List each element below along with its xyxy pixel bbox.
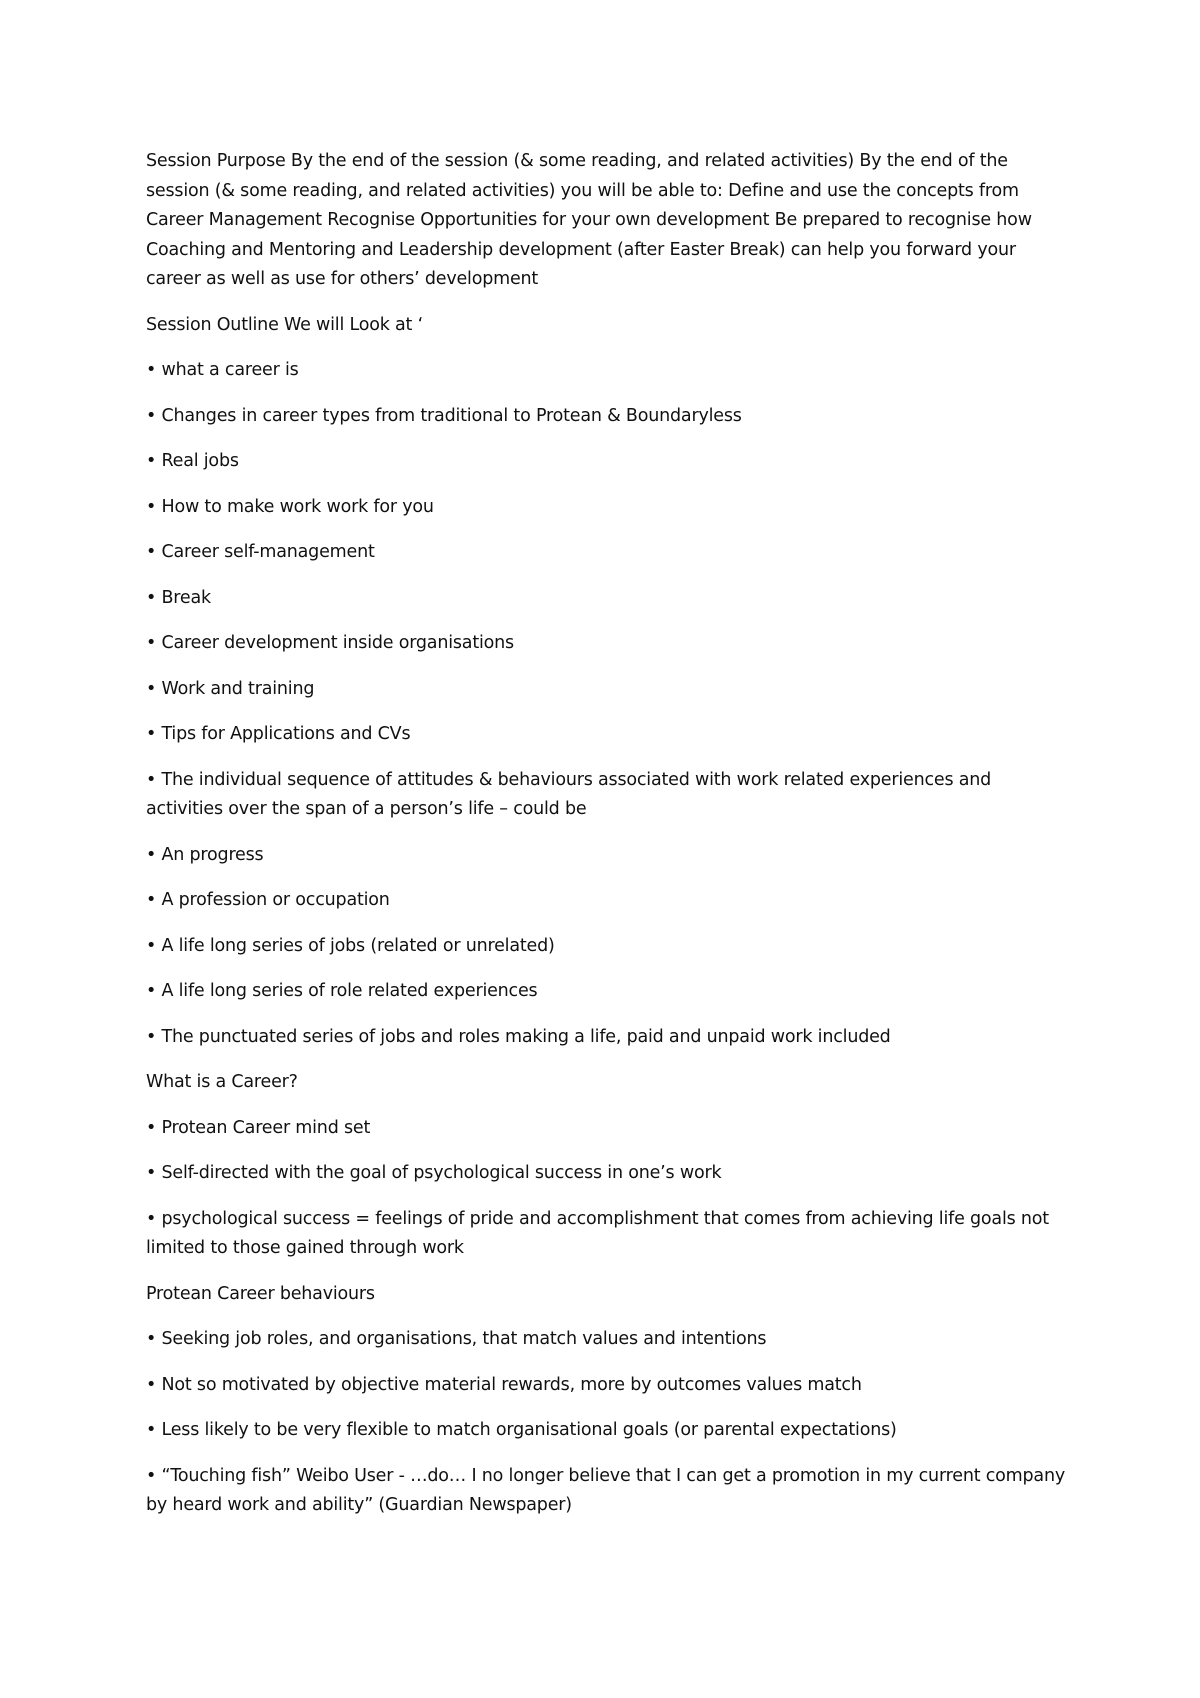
bullet-item: • Changes in career types from traditional to Protean & Boundaryless — [146, 405, 742, 426]
protean-behaviours-heading: Protean Career behaviours — [146, 1283, 375, 1304]
bullet-item: • The individual sequence of attitudes & behaviours associated with work related experiences and activities over the span of a person’s life – could be — [146, 769, 992, 819]
what-is-career-heading: What is a Career? — [146, 1072, 298, 1092]
bullet-item: • Career development inside organisations — [146, 633, 514, 653]
bullet-item: • Real jobs — [146, 451, 239, 471]
bullet-item: • A life long series of jobs (related or unrelated) — [146, 935, 555, 956]
document-body — [146, 147, 1066, 1537]
bullet-item: • Seeking job roles, and organisations, that match values and intentions — [146, 1329, 767, 1349]
bullet-item: • How to make work work for you — [146, 496, 434, 517]
bullet-item: • Protean Career mind set — [146, 1117, 371, 1138]
bullet-item: • Less likely to be very flexible to match organisational goals (or parental expectations) — [146, 1420, 897, 1440]
bullet-item: • Self-directed with the goal of psychological success in one’s work — [146, 1163, 722, 1183]
bullet-item: • what a career is — [146, 360, 299, 380]
bullet-item: • An progress — [146, 844, 264, 865]
bullet-item: • “Touching fish” Weibo User - …do… I no longer believe that I can get a promotion in my current company by heard work and ability” (Guardian Newspaper) — [146, 1465, 1065, 1515]
bullet-item: • Break — [146, 587, 211, 608]
bullet-item: • Work and training — [146, 678, 315, 699]
session-outline-heading: Session Outline We will Look at ‘ — [146, 314, 423, 335]
session-purpose-paragraph: Session Purpose By the end of the session (& some reading, and related activities) By the end of the session (& some reading, and related activities) you will be able to: Define and use the concepts from Career Management Recognise Opportunities for your own development Be prepared to recognise how Coaching and Mentoring and Leadership development (after Easter Break) can help you forward your career as well as use for others’ development — [146, 151, 1032, 289]
bullet-item: • Career self-management — [146, 542, 375, 562]
bullet-item: • The punctuated series of jobs and roles making a life, paid and unpaid work included — [146, 1026, 891, 1047]
bullet-item: • A profession or occupation — [146, 890, 390, 910]
bullet-item: • psychological success = feelings of pride and accomplishment that comes from achieving life goals not limited to those gained through work — [146, 1208, 1049, 1258]
bullet-item: • Tips for Applications and CVs — [146, 724, 411, 744]
bullet-item: • A life long series of role related experiences — [146, 981, 538, 1001]
bullet-item: • Not so motivated by objective material rewards, more by outcomes values match — [146, 1374, 862, 1395]
